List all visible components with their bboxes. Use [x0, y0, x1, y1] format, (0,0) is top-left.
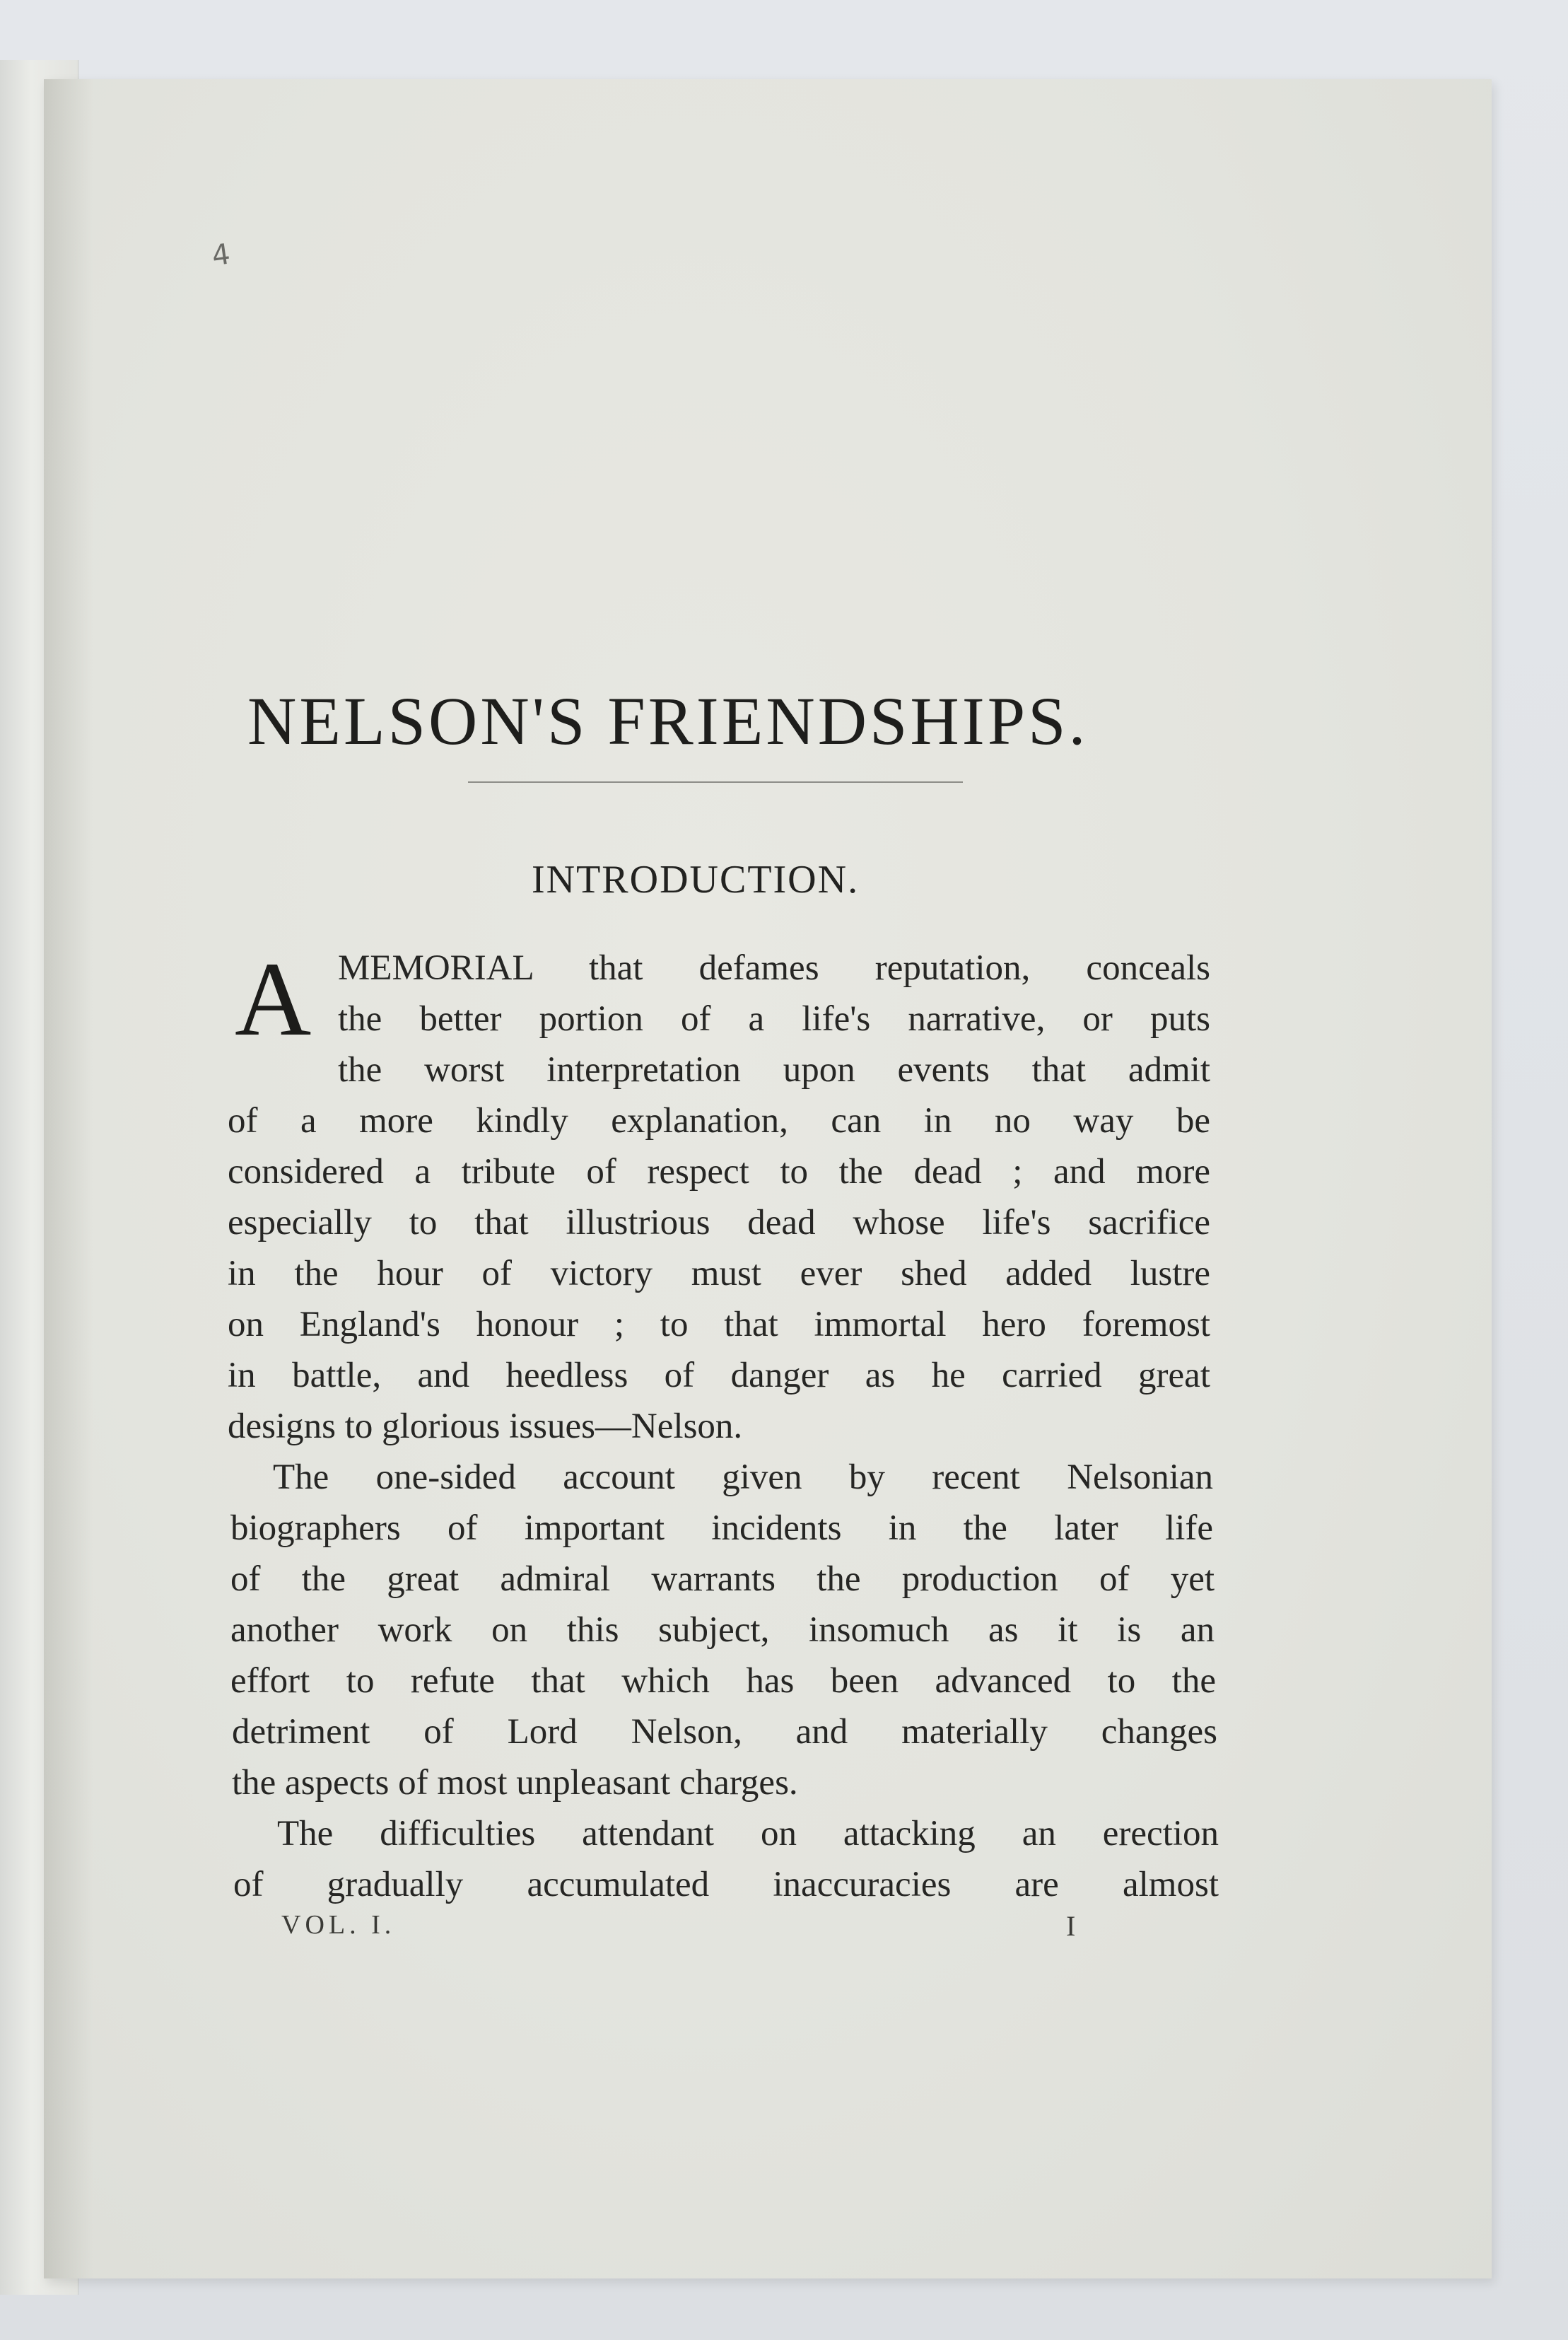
body-line: detriment of Lord Nelson, and materially changes — [232, 1712, 1217, 1752]
body-line: designs to glorious issues—Nelson. — [228, 1407, 743, 1446]
body-line: the aspects of most unpleasant charges. — [232, 1763, 798, 1803]
body-line: The difficulties attendant on attacking an erection — [277, 1814, 1219, 1853]
body-line: another work on this subject, insomuch as it is an — [230, 1610, 1215, 1650]
body-line: considered a tribute of respect to the dead ; and more — [228, 1152, 1210, 1192]
footer-signature-mark: I — [1066, 1910, 1076, 1942]
body-line: especially to that illustrious dead whose life's sacrifice — [228, 1203, 1210, 1242]
body-line: in the hour of victory must ever shed added lustre — [228, 1254, 1210, 1293]
body-line: of gradually accumulated inaccuracies are almost — [233, 1865, 1219, 1904]
title-divider — [468, 781, 963, 783]
body-line: of the great admiral warrants the production of yet — [230, 1559, 1215, 1599]
body-line: in battle, and heedless of danger as he carried great — [228, 1356, 1210, 1395]
body-line: of a more kindly explanation, can in no way be — [228, 1101, 1210, 1141]
footer-volume: VOL. I. — [281, 1910, 396, 1940]
gutter-shadow — [44, 79, 93, 2278]
body-line: MEMORIAL that defames reputation, conceals — [338, 948, 1210, 988]
body-line: biographers of important incidents in the later life — [230, 1508, 1213, 1548]
pencil-note: 4 — [209, 238, 233, 273]
body-line: The one-sided account given by recent Nelsonian — [273, 1457, 1213, 1497]
body-line: the worst interpretation upon events that admit — [338, 1050, 1210, 1090]
drop-cap: A — [235, 941, 312, 1058]
section-heading: INTRODUCTION. — [532, 858, 860, 902]
body-line: effort to refute that which has been advanced to the — [230, 1661, 1216, 1701]
body-line: the better portion of a life's narrative, or puts — [338, 999, 1210, 1039]
body-line: on England's honour ; to that immortal hero foremost — [228, 1305, 1210, 1344]
book-title: NELSON'S FRIENDSHIPS. — [247, 683, 1089, 759]
